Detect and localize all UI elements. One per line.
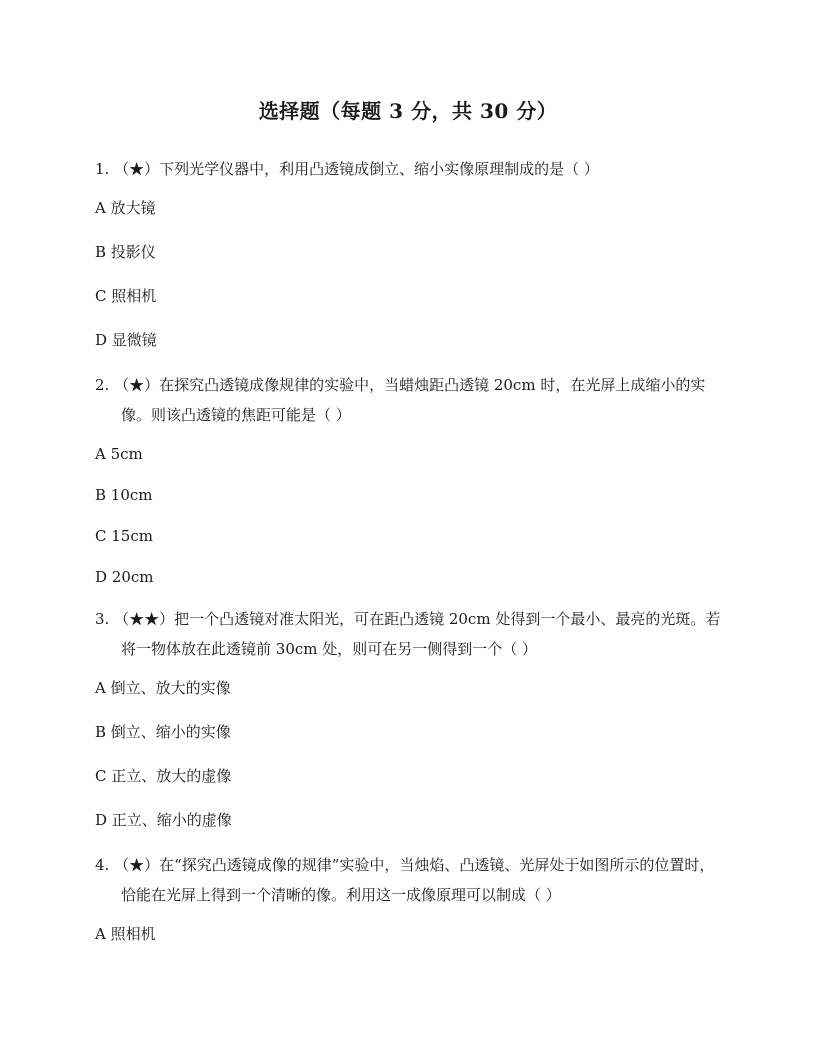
option-b: B 倒立、缩小的实像 — [95, 723, 231, 741]
option-d: D 20cm — [95, 568, 154, 586]
question-4 — [95, 850, 721, 948]
option-c: C 正立、放大的虚像 — [95, 767, 232, 785]
question-2 — [95, 370, 721, 591]
question-stem: 1. （★）下列光学仪器中，利用凸透镜成倒立、缩小实像原理制成的是（ ） — [95, 160, 599, 178]
question-1 — [95, 154, 721, 354]
option-b: B 投影仪 — [95, 243, 156, 261]
option-c: C 15cm — [95, 527, 153, 545]
option-d: D 正立、缩小的虚像 — [95, 811, 232, 829]
option-a: A 照相机 — [95, 925, 156, 943]
option-b: B 10cm — [95, 486, 153, 504]
option-a: A 放大镜 — [95, 199, 156, 217]
option-c: C 照相机 — [95, 287, 157, 305]
option-a: A 5cm — [95, 445, 143, 463]
section-title: 选择题（每题 3 分，共 30 分） — [258, 99, 558, 123]
question-stem: 2. （★）在探究凸透镜成像规律的实验中，当蜡烛距凸透镜 20cm 时，在光屏上成缩小的实像。则该凸透镜的焦距可能是（ ） — [95, 376, 706, 424]
question-stem: 4. （★）在“探究凸透镜成像的规律”实验中，当烛焰、凸透镜、光屏处于如图所示的位置时，恰能在光屏上得到一个清晰的像。利用这一成像原理可以制成（ ） — [95, 856, 715, 904]
option-a: A 倒立、放大的实像 — [95, 679, 231, 697]
option-d: D 显微镜 — [95, 331, 157, 349]
question-stem: 3. （★★）把一个凸透镜对准太阳光，可在距凸透镜 20cm 处得到一个最小、最亮的光斑。若将一物体放在此透镜前 30cm 处，则可在另一侧得到一个（ ） — [95, 610, 721, 658]
question-3 — [95, 604, 721, 834]
